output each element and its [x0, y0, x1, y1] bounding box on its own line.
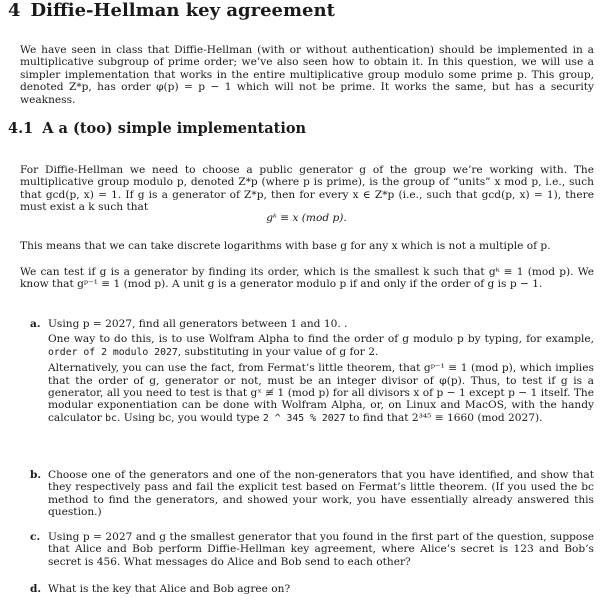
question-a-text: Using p = 2027, find all generators between 1 and 10. .: [48, 318, 348, 330]
question-d-label: d.: [30, 583, 42, 595]
question-b-label: b.: [30, 469, 42, 481]
section-number: 4: [8, 0, 21, 21]
question-a-label: a.: [30, 318, 41, 330]
hint-wolfram-text: One way to do this, is to use Wolfram Alpha to find the order of g modulo p by typing, for example,: [48, 333, 594, 346]
question-a: [30, 318, 594, 425]
hint-fermat-mid: . Using bc, you would type: [116, 411, 260, 424]
question-d: [30, 583, 594, 595]
wolfram-query-code: order of 2 modulo 2027: [48, 346, 178, 358]
question-d-text: What is the key that Alice and Bob agree on?: [48, 583, 291, 595]
bc-code: bc: [105, 412, 117, 424]
hint-fermat-tail: to find that 2³⁴⁵ ≡ 1660 (mod 2027).: [345, 411, 543, 424]
subsection-title: A a (too) simple implementation: [42, 120, 307, 137]
question-a-hint-fermat: [48, 362, 594, 425]
question-b: [30, 469, 594, 519]
discrete-log-paragraph: This means that we can take discrete logarithms with base g for any x which is not a multiple of p.: [20, 240, 551, 252]
section-heading: [8, 0, 335, 22]
question-c: [30, 531, 594, 568]
question-c-text: Using p = 2027 and g the smallest generator that you found in the first part of the question, suppose that Alice and Bob perform Diffie-Hellman key agreement, where Alice’s secret is 123 and Bob’s secret is 456. What messages do Alice and Bob send to each other?: [48, 531, 594, 568]
hint-wolfram-tail: , substituting in your value of g for 2.: [177, 345, 379, 358]
subsection-heading: [8, 120, 306, 138]
question-b-text: Choose one of the generators and one of the non-generators that you have identified, and show that they respectively pass and fail the explicit test based on Fermat’s little theorem. (If you used the bc method to find the generators, and showed your work, you have essentially already answered this question.): [48, 469, 594, 519]
intro-paragraph: We have seen in class that Diffie-Hellman (with or without authentication) should be implemented in a multiplicative subgroup of prime order; we’ve also seen how to obtain it. In this question, we will use a simpler implementation that works in the entire multiplicative group modulo some prime p. This group, denoted Z*p, has order φ(p) = p − 1 which will not be prime. It works the same, but has a security weakness.: [20, 44, 594, 106]
order-paragraph: We can test if g is a generator by finding its order, which is the smallest k such that gᵏ ≡ 1 (mod p). We know that gᵖ⁻¹ ≡ 1 (mod p). A unit g is a generator modulo p if and only if the order of g is p − 1.: [20, 266, 594, 291]
section-title: Diffie-Hellman key agreement: [30, 0, 335, 21]
question-a-hint-wolfram: [48, 333, 594, 359]
hint-fermat-text: Alternatively, you can use the fact, from Fermat’s little theorem, that gᵖ⁻¹ ≡ 1 (mod p), which implies that the order of g, generator or not, must be an integer divisor of φ(p). Thus, to test if g is a generator, all you need to test is that gˣ ≢ 1 (mod p) for all divisors x of p − 1 except p − 1 itself. The modular exponentiation can be done with Wolfram Alpha, or, on Linux and MacOS, with the handy calculator: [48, 362, 594, 424]
bc-expression-code: 2 ^ 345 % 2027: [262, 412, 346, 424]
subsection-number: 4.1: [8, 120, 34, 137]
question-c-label: c.: [30, 531, 41, 543]
generator-paragraph: For Diffie-Hellman we need to choose a public generator g of the group we’re working with. The multiplicative group modulo p, denoted Z*p (where p is prime), is the group of “units” x mod p, i.e., such that gcd(p, x) = 1. If g is a generator of Z*p, then for every x ∈ Z*p (i.e., such that gcd(p, x) = 1), there must exist a k such that: [20, 164, 594, 214]
discrete-log-equation: gᵏ ≡ x (mod p).: [266, 212, 347, 224]
